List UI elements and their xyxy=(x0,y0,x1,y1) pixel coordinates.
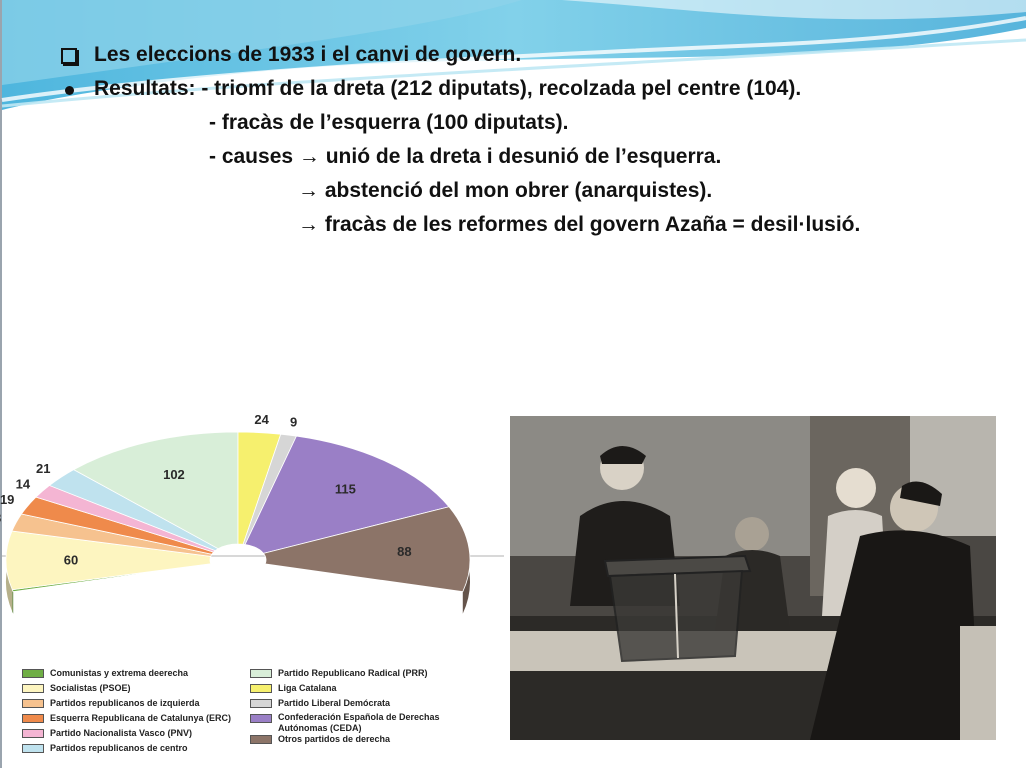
legend-label-comunistas: Comunistas y extrema deerecha xyxy=(50,668,189,678)
slice-label-ceda: 115 xyxy=(334,481,356,497)
bullet-line-1 xyxy=(54,38,1014,72)
slide-line-2: Resultats: - triomf de la dreta (212 diputats), recolzada pel centre (104). xyxy=(94,77,802,100)
voting-photo xyxy=(510,416,996,740)
legend-swatch-ceda xyxy=(250,714,272,723)
legend-label-psoe: Socialistas (PSOE) xyxy=(50,683,131,693)
legend-swatch-comunistas xyxy=(22,669,44,678)
checkbox-bullet-icon xyxy=(54,38,84,75)
legend-item-erc xyxy=(22,712,231,725)
slice-label-liga: 24 xyxy=(254,411,269,427)
legend-swatch-psoe xyxy=(22,684,44,693)
legend-item-comunistas xyxy=(22,667,188,680)
slide-text xyxy=(54,38,1014,242)
indent-line-6 xyxy=(54,208,1014,242)
parliament-chart xyxy=(2,400,504,768)
legend-item-otros xyxy=(250,733,390,746)
legend-swatch-izquierda xyxy=(22,699,44,708)
dot-bullet-icon xyxy=(54,72,84,106)
legend-label-pnv: Partido Nacionalista Vasco (PNV) xyxy=(50,728,193,738)
slice-label-erc: 19 xyxy=(0,491,15,507)
indent-line-3 xyxy=(54,106,1014,140)
legend-label-prr: Partido Republicano Radical (PRR) xyxy=(278,668,428,678)
legend-item-psoe xyxy=(22,682,131,695)
legend-label-centro: Partidos republicanos de centro xyxy=(50,743,188,753)
slice-label-centro: 21 xyxy=(36,460,51,476)
slide-line-5: → abstenció del mon obrer (anarquistes). xyxy=(298,179,713,202)
legend-label-erc: Esquerra Republicana de Catalunya (ERC) xyxy=(50,713,232,723)
legend-item-liga xyxy=(250,682,337,695)
legend-label-liberal: Partido Liberal Demócrata xyxy=(278,698,391,708)
legend-swatch-otros xyxy=(250,735,272,744)
legend-item-prr xyxy=(250,667,428,680)
slice-label-liberal: 9 xyxy=(290,414,298,430)
legend-swatch-liberal xyxy=(250,699,272,708)
legend-swatch-centro xyxy=(22,744,44,753)
slice-side-comunistas xyxy=(12,590,13,614)
legend-item-ceda xyxy=(250,712,458,733)
slice-label-prr: 102 xyxy=(163,466,185,482)
legend-swatch-prr xyxy=(250,669,272,678)
legend-item-centro xyxy=(22,742,188,755)
legend-label-liga: Liga Catalana xyxy=(278,683,337,693)
slice-label-psoe: 60 xyxy=(63,552,79,568)
slice-label-pnv: 14 xyxy=(15,476,31,492)
slice-label-izquierda xyxy=(0,511,1,526)
slide-line-1: Les eleccions de 1933 i el canvi de govern. xyxy=(94,43,522,66)
indent-line-5 xyxy=(54,174,1014,208)
legend-swatch-liga xyxy=(250,684,272,693)
slide-line-6: → fracàs de les reformes del govern Azaña = desil·lusió. xyxy=(298,213,861,236)
legend-label-otros: Otros partidos de derecha xyxy=(278,734,391,744)
voting-photo-image xyxy=(510,416,996,740)
legend-label-ceda: Confederación Española de Derechas Autónomas (CEDA) xyxy=(278,712,440,733)
slide-line-3: - fracàs de l’esquerra (100 diputats). xyxy=(209,111,569,134)
legend-swatch-erc xyxy=(22,714,44,723)
legend-item-izquierda xyxy=(22,697,200,710)
legend-item-pnv xyxy=(22,727,192,740)
slide-line-4: - causes → unió de la dreta i desunió de l’esquerra. xyxy=(209,145,722,168)
indent-line-4 xyxy=(54,140,1014,174)
slice-label-otros: 88 xyxy=(397,543,412,559)
legend-label-izquierda: Partidos republicanos de izquierda xyxy=(50,698,200,708)
bullet-line-2 xyxy=(54,72,1014,106)
legend-swatch-pnv xyxy=(22,729,44,738)
legend-item-liberal xyxy=(250,697,390,710)
